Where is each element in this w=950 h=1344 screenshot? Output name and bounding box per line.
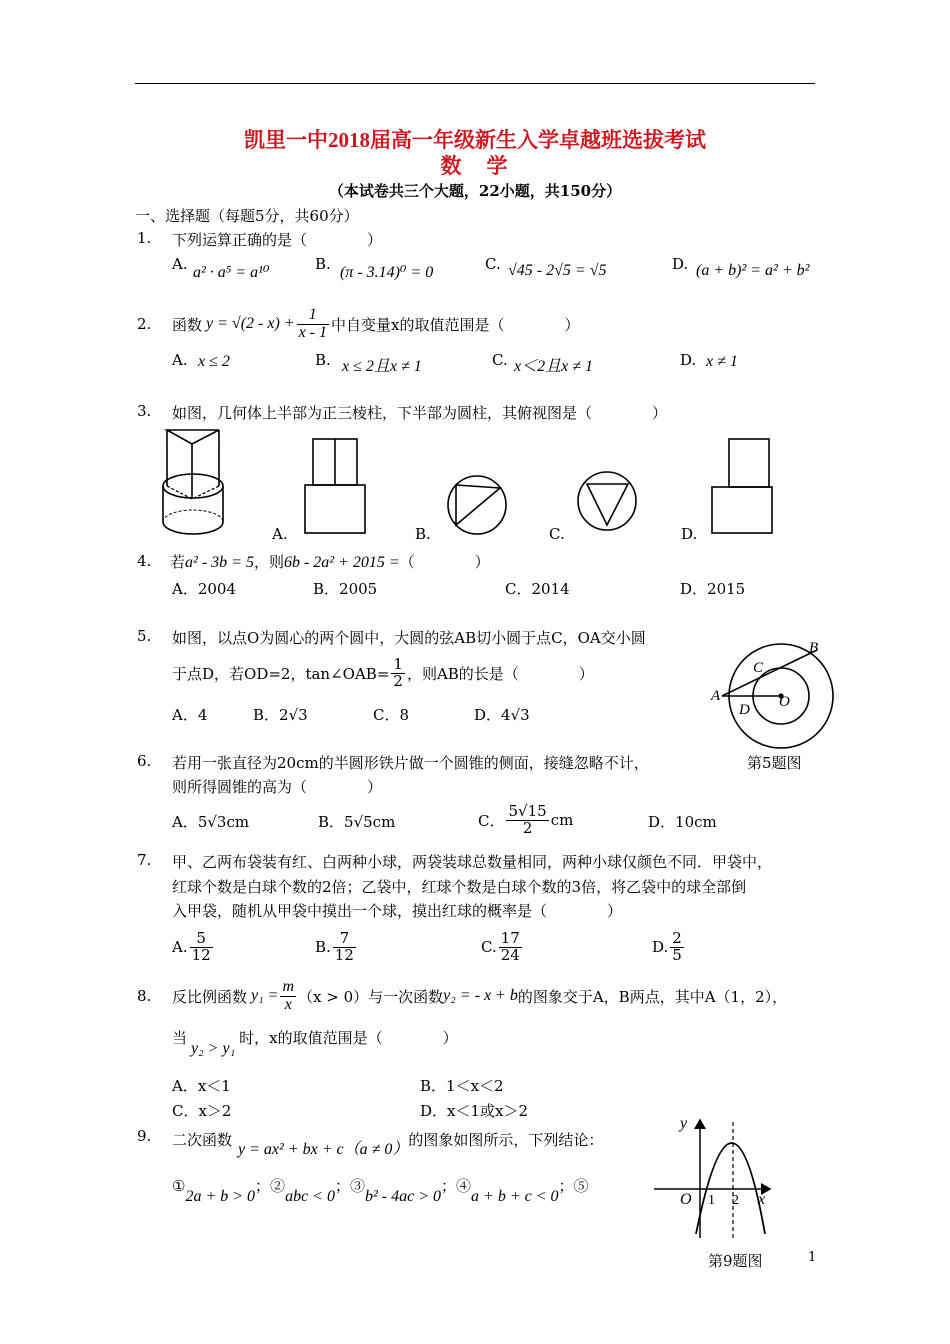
- exam-title: 凯里一中2018届高一年级新生入学卓越班选拔考试: [244, 128, 706, 152]
- q8-line1: [172, 973, 787, 1019]
- q1-stem: 下列运算正确的是（ ）: [172, 231, 383, 249]
- q9-conclusion-3: b² - 4ac > 0: [364, 1188, 442, 1205]
- q1-option-b: (π - 3.14)⁰ = 0: [340, 264, 434, 281]
- q3-option-c-figure: [576, 470, 638, 532]
- q3-option-a-figure: [303, 437, 369, 535]
- q8-option-a: A．x＜1: [172, 1077, 231, 1095]
- q7-option-c-label: C.: [481, 938, 497, 956]
- q9-conclusion-4: a + b + c < 0: [471, 1188, 559, 1205]
- q8-line2-post: 时，x的取值范围是（ ）: [239, 1029, 458, 1047]
- q3-option-a-label: A.: [272, 525, 288, 543]
- q5-line1: 如图，以点O为圆心的两个圆中，大圆的弦AB切小圆于点C，OA交小圆: [172, 629, 646, 647]
- q5-option-a: A．4: [172, 706, 208, 724]
- q2-option-a: x ≤ 2: [198, 353, 230, 370]
- q8-line1-pre: 反比例函数: [172, 987, 248, 1006]
- q9-mark-5: ；⑤: [558, 1177, 589, 1195]
- q9-conclusion-2: abc < 0: [285, 1188, 335, 1205]
- q2-fraction-den: x - 1: [298, 323, 328, 341]
- q7-option-c-den: 24: [500, 945, 520, 964]
- page-number: 1: [808, 1250, 817, 1265]
- q7-option-d-fraction: [670, 928, 684, 964]
- q9-line1-post: 的图象如图所示，下列结论：: [408, 1131, 604, 1149]
- q2-option-c-label: C.: [492, 351, 508, 369]
- q4-stem-mid: ，则: [253, 553, 284, 571]
- q3-option-c-label: C.: [549, 525, 565, 543]
- q2-option-c: x＜2且x ≠ 1: [514, 358, 593, 375]
- q6-option-b: B．5√5cm: [318, 813, 396, 831]
- q8-option-b: B．1＜x＜2: [420, 1077, 504, 1095]
- q7-option-b-den: 12: [334, 945, 354, 964]
- q5-label-o: O: [779, 694, 790, 710]
- q9-condition: （a ≠ 0）: [343, 1141, 409, 1158]
- q9-mark-1: ①: [172, 1177, 186, 1195]
- q5-label-c: C: [753, 660, 764, 676]
- q7-line3: 入甲袋，随机从甲袋中摸出一个球，摸出红球的概率是（ ）: [172, 902, 623, 920]
- q3-option-b-figure: [446, 473, 510, 537]
- q8-line1-post: 的图象交于A，B两点，其中A（1，2），: [517, 987, 788, 1006]
- q7-option-d-label: D.: [652, 938, 669, 956]
- q4-number: 4.: [137, 552, 152, 570]
- q1-option-b-label: B.: [315, 255, 331, 273]
- exam-subject: 数 学: [440, 154, 510, 178]
- q7-option-b-fraction: [333, 928, 356, 964]
- q6-option-c-fraction: [506, 801, 548, 837]
- q4-option-c: C．2014: [505, 580, 570, 598]
- q5-label-d: D: [739, 702, 750, 718]
- q7-option-a-fraction: [190, 928, 213, 964]
- q9-parabola-figure: [652, 1112, 777, 1242]
- q3-option-d-label: D.: [681, 525, 698, 543]
- q7-option-d-num: 2: [672, 928, 682, 947]
- q8-condition: （x > 0）与一次函数: [298, 987, 444, 1006]
- q7-option-a-num: 5: [190, 931, 213, 948]
- q7-option-b: [315, 924, 358, 970]
- q5-line2: [172, 650, 594, 696]
- q5-figure-caption: 第5题图: [747, 754, 802, 772]
- q6-option-d: D．10cm: [648, 813, 717, 831]
- q9-conclusion-1: 2a + b > 0: [185, 1188, 256, 1205]
- q5-fraction-den: 2: [393, 671, 403, 690]
- q9-label-o: O: [680, 1191, 692, 1208]
- q8-option-c: C．x＞2: [172, 1102, 232, 1120]
- q7-option-b-num: 7: [333, 931, 356, 948]
- q5-fraction: [391, 654, 405, 690]
- q8-inverse-function: y₁ =: [251, 987, 279, 1004]
- q9-label-2: 2: [732, 1193, 739, 1208]
- q2-stem-post: 中自变量x的取值范围是（ ）: [331, 315, 580, 334]
- q2-stem: [172, 301, 579, 347]
- q4-option-d: D．2015: [680, 580, 746, 598]
- q3-option-b-label: B.: [415, 525, 431, 543]
- q7-number: 7.: [137, 851, 152, 869]
- q5-option-c: C．8: [373, 706, 410, 724]
- q9-label-x: x: [758, 1191, 766, 1208]
- q1-option-c-label: C.: [485, 255, 501, 273]
- q3-option-d-figure: [709, 437, 775, 537]
- q7-option-d: [652, 924, 686, 970]
- q4-expression: 6b - 2a² + 2015 =: [283, 554, 400, 571]
- q2-fraction: [297, 307, 329, 342]
- q6-line1: 若用一张直径为20cm的半圆形铁片做一个圆锥的侧面，接缝忽略不计，: [172, 754, 649, 772]
- q7-option-a: [172, 924, 215, 970]
- q4-option-a: A．2004: [172, 580, 237, 598]
- q5-circle-figure: [705, 636, 835, 751]
- q6-option-c-label: C．: [478, 811, 505, 830]
- q5-line2-pre: 于点D，若OD=2，tan∠OAB=: [172, 664, 390, 683]
- q1-option-d-label: D.: [672, 255, 689, 273]
- q6-number: 6.: [137, 752, 152, 770]
- q4-stem-pre: 若: [170, 553, 186, 571]
- q8-line2-pre: 当: [172, 1029, 188, 1047]
- q9-mark-4: ；④: [441, 1177, 472, 1195]
- q9-label-1: 1: [708, 1193, 715, 1208]
- q8-inequality: y₂ > y₁: [191, 1040, 236, 1057]
- q2-number: 2.: [137, 315, 152, 333]
- q9-number: 9.: [137, 1127, 152, 1145]
- q8-fraction: [280, 979, 296, 1014]
- q7-line2: 红球个数是白球个数的2倍；乙袋中，红球个数是白球个数的3倍，将乙袋中的球全部倒: [172, 878, 747, 896]
- header-rule: [135, 83, 815, 84]
- q6-option-c-unit: cm: [550, 811, 574, 829]
- q2-option-d: x ≠ 1: [706, 353, 738, 370]
- q2-function: y = √(2 - x) +: [206, 315, 295, 332]
- q7-line1: 甲、乙两布袋装有红、白两种小球，两袋装球总数量相同，两种小球仅颜色不同．甲袋中，: [172, 853, 773, 871]
- q7-option-c: [481, 924, 524, 970]
- q1-option-a-label: A.: [172, 255, 188, 273]
- q9-label-y: y: [680, 1115, 688, 1132]
- q7-option-a-den: 12: [191, 945, 211, 964]
- q9-line1-pre: 二次函数: [172, 1131, 233, 1149]
- q6-option-a: A．5√3cm: [172, 813, 250, 831]
- q7-option-c-fraction: [499, 928, 522, 964]
- q5-line2-post: ，则AB的长是（ ）: [406, 664, 594, 683]
- q9-conclusions: [172, 1175, 589, 1205]
- q1-option-d: (a + b)² = a² + b²: [696, 262, 810, 279]
- q6-option-c-num: 5√15: [508, 801, 547, 820]
- q5-option-b: B．2√3: [253, 706, 308, 724]
- q3-number: 3.: [137, 402, 152, 420]
- q9-function: y = ax² + bx + c: [238, 1141, 344, 1158]
- q7-option-b-label: B.: [315, 938, 331, 956]
- q4-stem-post: （ ）: [399, 553, 490, 571]
- q8-linear-function: y₂ = - x + b: [443, 987, 518, 1004]
- q7-option-d-den: 5: [672, 945, 682, 964]
- q7-option-a-label: A.: [172, 938, 188, 956]
- q2-stem-pre: 函数: [172, 315, 203, 334]
- q1-option-a: a² · a⁵ = a¹⁰: [193, 264, 270, 281]
- q9-line1: [172, 1127, 604, 1158]
- q5-number: 5.: [137, 627, 152, 645]
- q1-option-c: √45 - 2√5 = √5: [508, 262, 607, 279]
- q2-option-a-label: A.: [172, 351, 188, 369]
- q8-fraction-den: x: [284, 995, 292, 1013]
- q5-label-a: A: [711, 688, 721, 704]
- q5-option-d: D．4√3: [474, 706, 530, 724]
- q9-figure-caption: 第9题图: [708, 1252, 763, 1270]
- q2-option-b: x ≤ 2且x ≠ 1: [342, 358, 422, 375]
- q8-number: 8.: [137, 987, 152, 1005]
- q4-condition: a² - 3b = 5: [185, 554, 254, 571]
- section-heading: 一、选择题（每题5分，共60分）: [135, 207, 359, 225]
- q6-option-c-den: 2: [522, 818, 533, 837]
- q2-fraction-num: 1: [297, 307, 329, 325]
- q6-line2: 则所得圆锥的高为（ ）: [172, 778, 383, 796]
- q6-option-c: [478, 797, 573, 843]
- q9-mark-3: ；③: [334, 1177, 365, 1195]
- exam-info: （本试卷共三个大题，22小题，共150分）: [328, 182, 622, 200]
- q3-solid-figure: [158, 426, 230, 538]
- q8-line2: [172, 1027, 458, 1057]
- q8-option-d: D．x＜1或x＞2: [420, 1102, 529, 1120]
- q7-option-c-num: 17: [500, 928, 520, 947]
- q2-option-d-label: D.: [680, 351, 697, 369]
- q3-stem: 如图，几何体上半部为正三棱柱，下半部为圆柱，其俯视图是（ ）: [172, 404, 668, 422]
- q2-option-b-label: B.: [315, 351, 331, 369]
- q5-fraction-num: 1: [393, 654, 403, 673]
- q1-number: 1.: [137, 229, 152, 247]
- q4-option-b: B．2005: [313, 580, 378, 598]
- q8-fraction-num: m: [282, 977, 295, 995]
- q5-label-b: B: [809, 640, 819, 656]
- q9-mark-2: ；②: [255, 1177, 286, 1195]
- q4-stem: [170, 551, 490, 572]
